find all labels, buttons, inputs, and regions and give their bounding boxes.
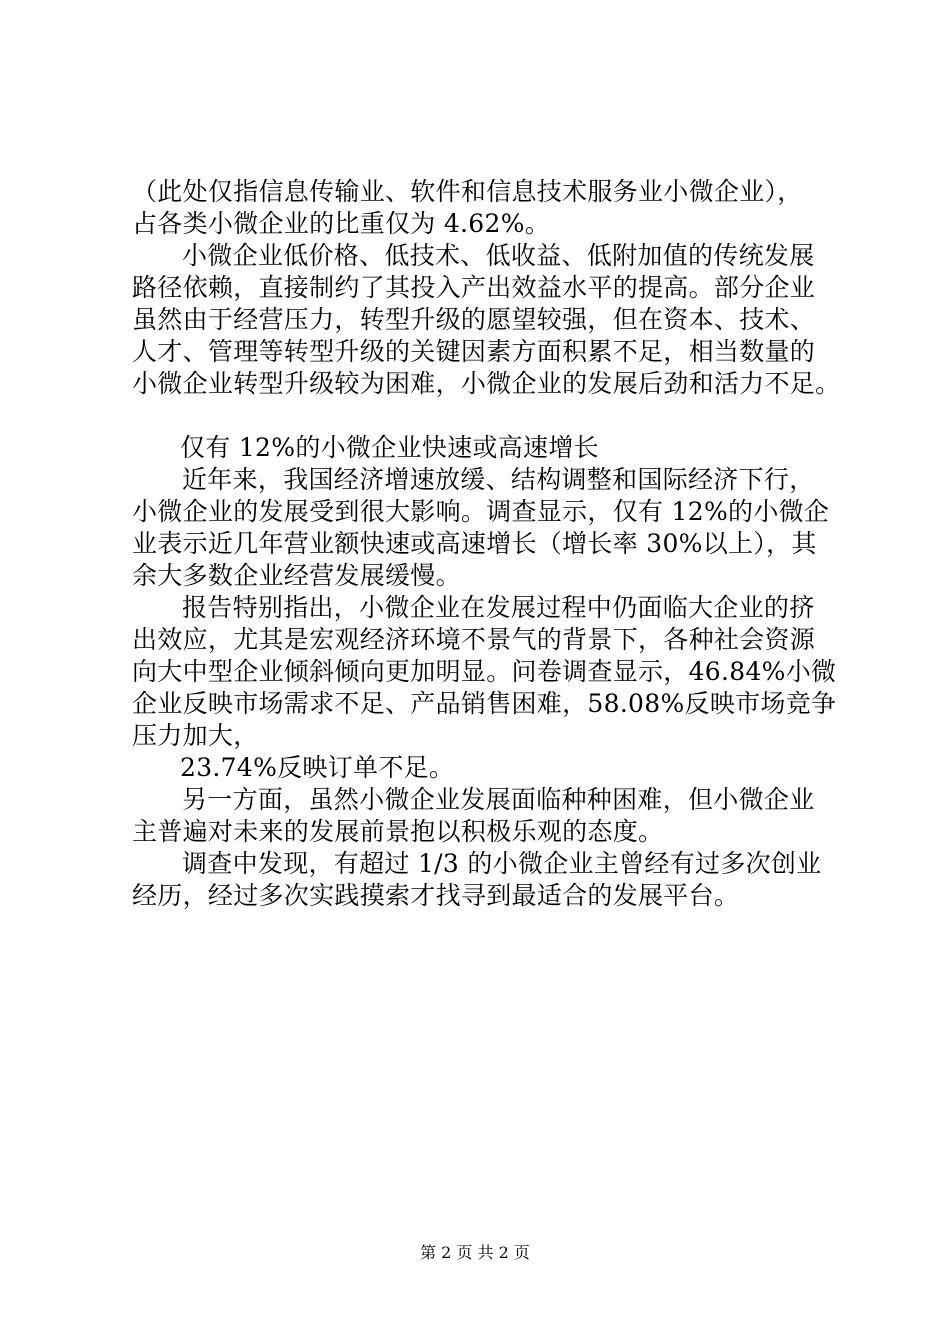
text-line: （此处仅指信息传输业、软件和信息技术服务业小微企业）， (132, 177, 803, 206)
paragraph-start: 报告特别指出，小微企业在发展过程中仍面临大企业的挤 (182, 593, 815, 622)
text-line: 占各类小微企业的比重仅为 4.62%。 (132, 209, 551, 238)
text-line: 向大中型企业倾斜倾向更加明显。问卷调查显示，46.84%小微 (132, 657, 837, 686)
text-line: 人才、管理等转型升级的关键因素方面积累不足，相当数量的 (132, 337, 816, 366)
text-line: 企业反映市场需求不足、产品销售困难，58.08%反映市场竞争 (132, 689, 837, 718)
section-heading: 仅有 12%的小微企业快速或高速增长 (180, 433, 599, 462)
text-line: 虽然由于经营压力，转型升级的愿望较强，但在资本、技术、 (132, 305, 816, 334)
text-line: 小微企业转型升级较为困难，小微企业的发展后劲和活力不足。 (132, 369, 841, 398)
text-line: 出效应，尤其是宏观经济环境不景气的背景下，各种社会资源 (132, 625, 816, 654)
text-line: 余大多数企业经营发展缓慢。 (132, 561, 461, 590)
text-line: 23.74%反映订单不足。 (180, 753, 455, 782)
text-line: 压力加大， (132, 721, 259, 750)
document-body (132, 176, 841, 912)
paragraph-start: 近年来，我国经济增速放缓、结构调整和国际经济下行， (182, 465, 815, 494)
paragraph-gap (132, 400, 832, 432)
page-footer: 第 2 页 共 2 页 (420, 1243, 530, 1262)
text-line: 业表示近几年营业额快速或高速增长（增长率 30%以上），其 (132, 529, 817, 558)
text-line: 经历，经过多次实践摸索才找寻到最适合的发展平台。 (132, 881, 740, 910)
text-line: 小微企业的发展受到很大影响。调查显示，仅有 12%的小微企 (132, 497, 830, 526)
text-line: 路径依赖，直接制约了其投入产出效益水平的提高。部分企业 (132, 273, 816, 302)
paragraph-start: 调查中发现，有超过 1/3 的小微企业主曾经有过多次创业 (182, 849, 822, 878)
paragraph-start: 另一方面，虽然小微企业发展面临种种困难，但小微企业 (182, 785, 815, 814)
text-line: 主普遍对未来的发展前景抱以积极乐观的态度。 (132, 817, 664, 846)
paragraph-start: 小微企业低价格、低技术、低收益、低附加值的传统发展 (182, 241, 815, 270)
